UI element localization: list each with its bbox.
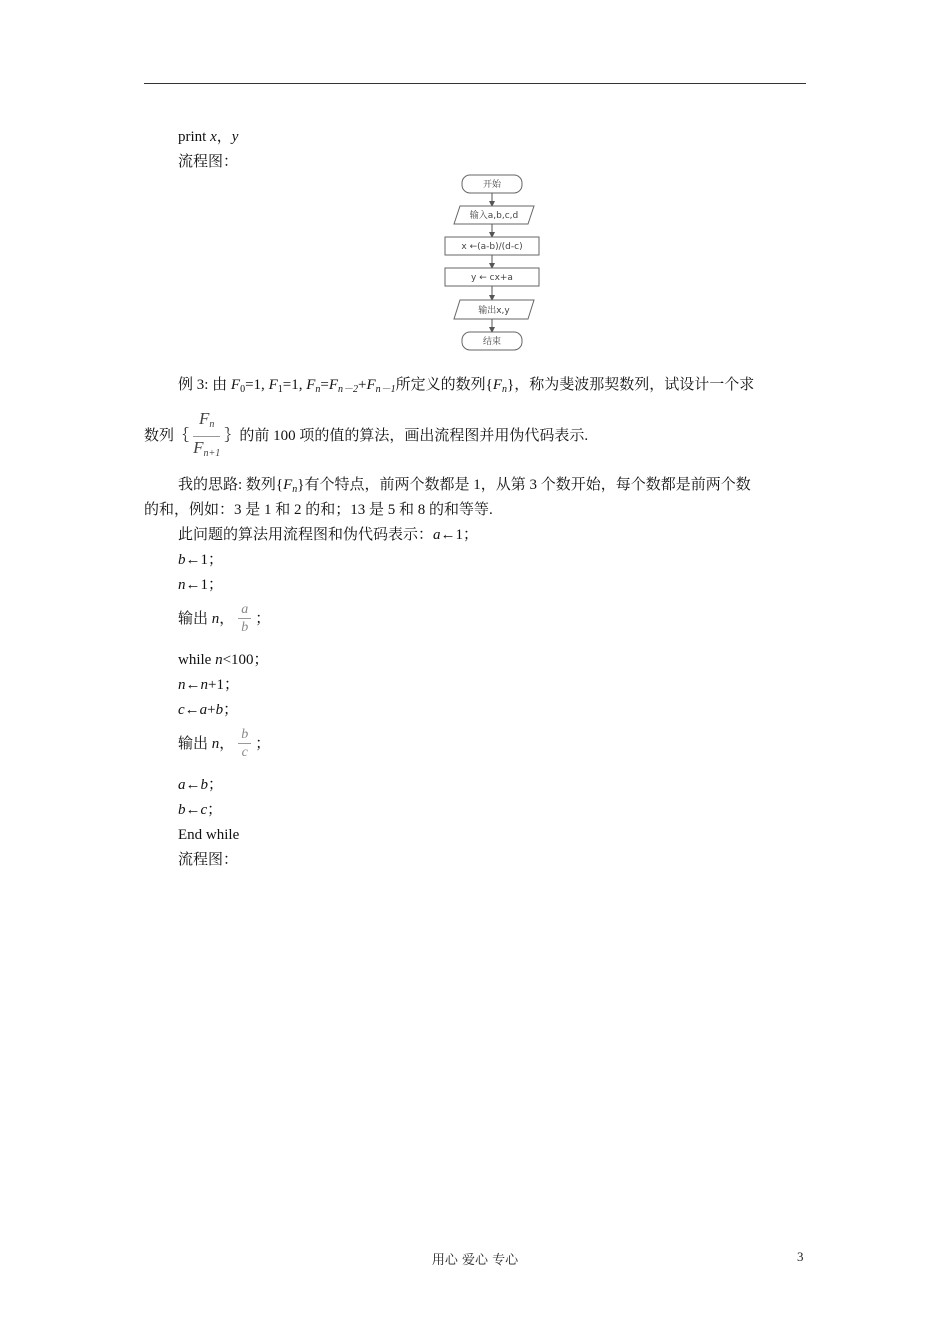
code-line-end-while: End while <box>178 827 240 843</box>
flowchart-label-1: 流程图： <box>178 154 239 170</box>
flow-step1-text: x ←(a-b)/(d-c) <box>461 242 523 252</box>
flow-output-text: 输出x,y <box>478 306 510 316</box>
code-line-b-init: b←1； <box>178 552 224 568</box>
code-line-n-inc: n←n+1； <box>178 677 239 693</box>
fraction-a-over-b: $\frac{a}{b}$ <box>238 602 251 637</box>
example3-line1: 例 3: 由 $F_0=1$, $F_1=1$, $F_n=F_{n-2}+F_{n-1}$所定义的数列$\{F_n\}$，称为斐波那契数列，试设计一个求 <box>178 377 755 395</box>
idea-line1: 我的思路: 数列$\{F_n\}$有个特点，前两个数都是 1，从第 3 个数开始，每个数都是前两个数 <box>178 477 751 495</box>
header-rule <box>144 83 806 84</box>
idea-line2: 的和，例如：3 是 1 和 2 的和；13 是 5 和 8 的和等等. <box>144 502 493 518</box>
flow-start-text: 开始 <box>482 180 502 190</box>
code-line-a-assign: a←b； <box>178 777 224 793</box>
print-line: print x，y <box>178 129 239 145</box>
code-line-while: while n<100； <box>178 652 269 668</box>
code-line-output-ab: 输出 n， $\frac{a}{b}$ ； <box>178 602 271 636</box>
flowchart-label-2: 流程图： <box>178 852 239 868</box>
code-line-c-sum: c←a+b； <box>178 702 239 718</box>
flowchart-1 <box>440 172 550 354</box>
fraction-b-over-c: $\frac{b}{c}$ <box>238 727 251 762</box>
flow-input-text: 输入a,b,c,d <box>469 211 519 221</box>
flow-step2-text: y ← cx+a <box>471 273 513 283</box>
page-number: 3 <box>797 1249 804 1264</box>
code-line-output-bc: 输出 n， $\frac{b}{c}$ ； <box>178 727 271 761</box>
fraction-fn-over-fn1: $\frac{F_n}{F_{n+1}}$ <box>193 409 221 459</box>
footer-motto: 用心 爱心 专心 <box>431 1253 519 1268</box>
code-line-n-init: n←1； <box>178 577 224 593</box>
example3-line2: 数列｛ $\frac{F_n}{F_{n+1}}$ ｝的前 100 项的值的算法，画出流程图并用伪代码表示. <box>144 408 588 465</box>
code-intro: 此问题的算法用流程图和伪代码表示：a←1； <box>178 527 479 543</box>
code-line-b-assign: b←c； <box>178 802 223 818</box>
flow-end-text: 结束 <box>482 337 502 347</box>
